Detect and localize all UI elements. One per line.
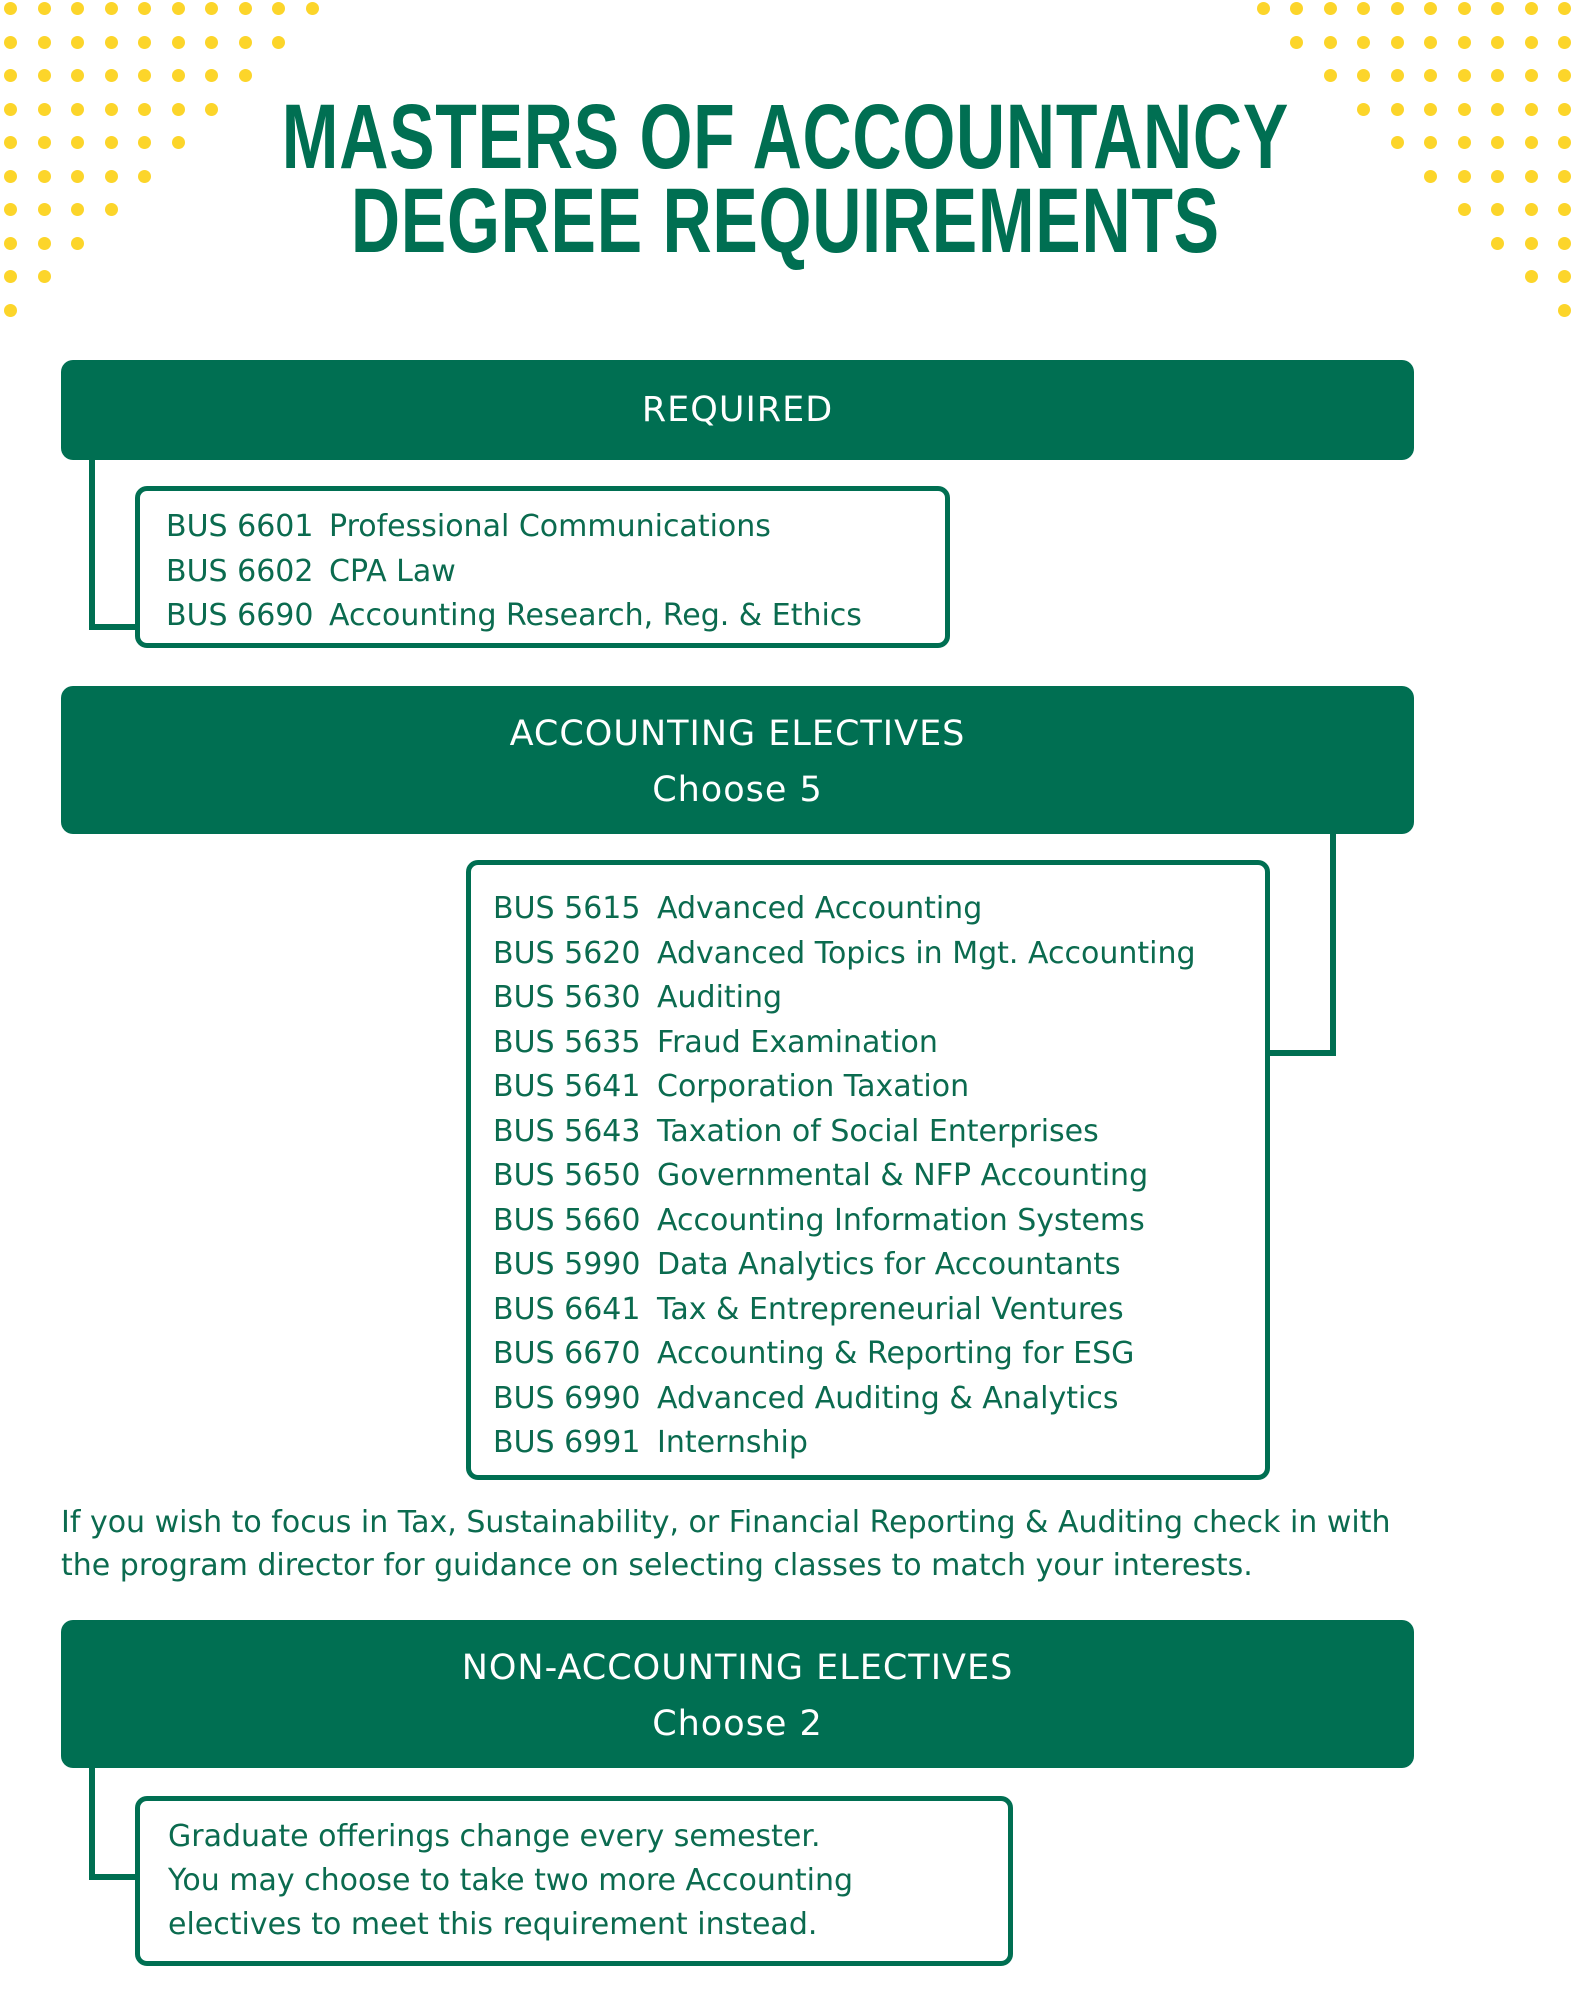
decorative-dot	[138, 170, 151, 183]
decorative-dot	[71, 136, 84, 149]
decorative-dot	[1558, 2, 1571, 15]
course-name: Accounting Information Systems	[657, 1202, 1145, 1238]
course-code: BUS 6690	[166, 598, 314, 633]
decorative-dot	[1558, 136, 1571, 149]
decorative-dot	[38, 136, 51, 149]
decorative-dot	[1491, 170, 1504, 183]
course-row	[493, 1243, 1265, 1288]
decorative-dot	[1424, 69, 1437, 82]
course-row	[493, 1332, 1265, 1377]
decorative-dot	[1558, 36, 1571, 49]
non-accounting-connector-horizontal	[89, 1874, 141, 1880]
decorative-dot	[239, 69, 252, 82]
decorative-dot	[4, 270, 17, 283]
course-code: BUS 5635	[493, 1024, 641, 1060]
course-name: Fraud Examination	[657, 1024, 938, 1060]
course-name: Auditing	[657, 980, 783, 1015]
decorative-dot	[1257, 2, 1270, 15]
course-row	[493, 887, 1265, 932]
decorative-dot	[38, 36, 51, 49]
course-code: BUS 6602	[166, 553, 314, 589]
course-row	[493, 1288, 1265, 1333]
decorative-dot	[71, 170, 84, 183]
decorative-dot	[1391, 136, 1404, 149]
decorative-dot	[172, 136, 185, 149]
non-accounting-electives-choose-label: Choose 2	[652, 1704, 823, 1744]
decorative-dot	[272, 36, 285, 49]
decorative-dot	[1391, 36, 1404, 49]
required-connector-vertical	[89, 458, 95, 630]
course-name: Accounting & Reporting for ESG	[657, 1336, 1135, 1371]
decorative-dot	[4, 304, 17, 317]
decorative-dot	[1491, 237, 1504, 250]
focus-note-line-1: If you wish to focus in Tax, Sustainability, or Financial Reporting & Auditing check in with	[61, 1505, 1391, 1540]
accounting-electives-box	[466, 860, 1270, 1480]
decorative-dot	[1458, 69, 1471, 82]
decorative-dot	[1525, 69, 1538, 82]
decorative-dot	[38, 270, 51, 283]
decorative-dot	[1558, 237, 1571, 250]
course-name: Corporation Taxation	[657, 1069, 970, 1104]
decorative-dot	[1525, 203, 1538, 216]
decorative-dot	[1424, 36, 1437, 49]
decorative-dot	[1357, 2, 1370, 15]
course-row	[493, 1377, 1265, 1422]
non-accounting-note-line-3: electives to meet this requirement instead.	[168, 1907, 818, 1942]
required-course-list	[166, 505, 945, 639]
course-row	[493, 932, 1265, 977]
decorative-dot	[1458, 136, 1471, 149]
decorative-dot	[1324, 36, 1337, 49]
decorative-dot	[138, 69, 151, 82]
decorative-dot	[105, 2, 118, 15]
decorative-dot	[4, 2, 17, 15]
required-connector-horizontal	[89, 624, 141, 630]
non-accounting-note-line-1: Graduate offerings change every semester.	[168, 1819, 821, 1854]
course-row	[493, 1110, 1265, 1155]
course-row	[166, 505, 945, 550]
decorative-dot	[71, 69, 84, 82]
course-code: BUS 6601	[166, 509, 314, 544]
course-code: BUS 6670	[493, 1336, 641, 1371]
course-code: BUS 5620	[493, 935, 641, 971]
required-header	[61, 360, 1414, 460]
decorative-dot	[38, 203, 51, 216]
decorative-dot	[1558, 103, 1571, 116]
required-header-label: REQUIRED	[641, 390, 834, 430]
course-row	[493, 1021, 1265, 1066]
decorative-dot	[4, 36, 17, 49]
decorative-dot	[1525, 170, 1538, 183]
decorative-dot	[239, 2, 252, 15]
course-name: Advanced Accounting	[657, 891, 983, 926]
decorative-dot	[1558, 69, 1571, 82]
accounting-elective-course-list	[493, 887, 1265, 1466]
course-name: Internship	[657, 1425, 808, 1460]
course-name: Advanced Topics in Mgt. Accounting	[657, 935, 1196, 971]
course-code: BUS 6641	[493, 1291, 641, 1327]
decorative-dot	[205, 36, 218, 49]
decorative-dot	[4, 203, 17, 216]
course-row	[493, 1154, 1265, 1199]
decorative-dot	[1424, 170, 1437, 183]
decorative-dot	[38, 69, 51, 82]
decorative-dot	[1391, 69, 1404, 82]
course-code: BUS 6990	[493, 1380, 641, 1416]
decorative-dot	[71, 203, 84, 216]
decorative-dot	[4, 69, 17, 82]
decorative-dot	[1290, 36, 1303, 49]
decorative-dot	[1558, 270, 1571, 283]
decorative-dot	[1458, 103, 1471, 116]
course-row	[166, 550, 945, 595]
course-row	[493, 1421, 1265, 1466]
course-code: BUS 5660	[493, 1202, 641, 1238]
decorative-dot	[4, 237, 17, 250]
decorative-dot	[105, 69, 118, 82]
non-accounting-electives-header	[61, 1620, 1414, 1768]
decorative-dot	[1357, 69, 1370, 82]
decorative-dot	[1525, 136, 1538, 149]
course-code: BUS 5641	[493, 1069, 641, 1104]
focus-note-line-2: the program director for guidance on selecting classes to match your interests.	[61, 1548, 1253, 1583]
decorative-dot	[1525, 270, 1538, 283]
decorative-dot	[1491, 103, 1504, 116]
decorative-dot	[172, 36, 185, 49]
decorative-dot	[138, 136, 151, 149]
decorative-dot	[1458, 170, 1471, 183]
decorative-dot	[105, 36, 118, 49]
decorative-dot	[1491, 2, 1504, 15]
focus-note	[61, 1501, 1391, 1587]
non-accounting-electives-header-label: NON-ACCOUNTING ELECTIVES	[461, 1648, 1014, 1688]
decorative-dot	[4, 170, 17, 183]
decorative-dot	[1525, 36, 1538, 49]
required-courses-box	[135, 486, 950, 648]
non-accounting-note-line-2: You may choose to take two more Accounting	[168, 1863, 854, 1898]
decorative-dot	[1491, 69, 1504, 82]
decorative-dot	[1525, 2, 1538, 15]
decorative-dot	[1391, 103, 1404, 116]
decorative-dot	[1558, 203, 1571, 216]
decorative-dot	[306, 2, 319, 15]
electives-connector-vertical	[1330, 834, 1336, 1056]
decorative-dot	[205, 2, 218, 15]
course-name: Data Analytics for Accountants	[657, 1247, 1121, 1282]
decorative-dot	[71, 2, 84, 15]
course-code: BUS 5630	[493, 980, 641, 1015]
course-name: Advanced Auditing & Analytics	[657, 1380, 1119, 1416]
course-row	[493, 1065, 1265, 1110]
decorative-dot	[1458, 2, 1471, 15]
decorative-dot	[38, 237, 51, 250]
electives-connector-horizontal	[1264, 1050, 1336, 1056]
decorative-dot	[1357, 36, 1370, 49]
decorative-dot	[4, 103, 17, 116]
course-code: BUS 5615	[493, 891, 641, 926]
decorative-dot	[1491, 203, 1504, 216]
decorative-dot	[1458, 36, 1471, 49]
decorative-dot	[38, 103, 51, 116]
decorative-dot	[1424, 136, 1437, 149]
decorative-dot	[1558, 170, 1571, 183]
course-row	[166, 594, 945, 639]
decorative-dot	[172, 103, 185, 116]
course-code: BUS 5650	[493, 1158, 641, 1193]
decorative-dot	[138, 2, 151, 15]
course-name: Taxation of Social Enterprises	[657, 1113, 1099, 1149]
decorative-dot	[272, 2, 285, 15]
course-name: Governmental & NFP Accounting	[657, 1158, 1149, 1193]
decorative-dot	[38, 2, 51, 15]
decorative-dot	[1290, 2, 1303, 15]
decorative-dot	[105, 203, 118, 216]
decorative-dot	[1424, 103, 1437, 116]
course-name: Tax & Entrepreneurial Ventures	[657, 1291, 1124, 1327]
course-name: CPA Law	[329, 553, 456, 589]
decorative-dot	[71, 36, 84, 49]
course-row	[493, 976, 1265, 1021]
decorative-dot	[105, 170, 118, 183]
course-code: BUS 6991	[493, 1425, 641, 1460]
decorative-dot	[1424, 2, 1437, 15]
course-code: BUS 5643	[493, 1113, 641, 1149]
decorative-dot	[172, 69, 185, 82]
decorative-dot	[205, 69, 218, 82]
decorative-dot	[1558, 304, 1571, 317]
decorative-dot	[1491, 36, 1504, 49]
course-code: BUS 5990	[493, 1247, 641, 1282]
course-name: Accounting Research, Reg. & Ethics	[329, 598, 862, 633]
course-row	[493, 1199, 1265, 1244]
course-name: Professional Communications	[329, 509, 771, 544]
title-line-1: MASTERS OF ACCOUNTANCY	[281, 86, 1289, 188]
decorative-dot	[1391, 2, 1404, 15]
decorative-dot	[105, 136, 118, 149]
page-title	[204, 86, 1367, 272]
title-line-2: DEGREE REQUIREMENTS	[350, 170, 1220, 272]
decorative-dot	[4, 136, 17, 149]
decorative-dot	[1525, 103, 1538, 116]
non-accounting-note-box	[135, 1796, 1013, 1966]
decorative-dot	[105, 103, 118, 116]
decorative-dot	[1525, 237, 1538, 250]
decorative-dot	[38, 170, 51, 183]
non-accounting-connector-vertical	[89, 1766, 95, 1880]
decorative-dot	[172, 2, 185, 15]
decorative-dot	[71, 103, 84, 116]
decorative-dot	[1491, 136, 1504, 149]
decorative-dot	[1324, 69, 1337, 82]
accounting-electives-header-label: ACCOUNTING ELECTIVES	[509, 714, 966, 754]
decorative-dot	[1324, 2, 1337, 15]
decorative-dot	[71, 237, 84, 250]
accounting-electives-header	[61, 686, 1414, 834]
accounting-electives-choose-label: Choose 5	[652, 770, 823, 810]
decorative-dot	[1458, 203, 1471, 216]
decorative-dot	[239, 36, 252, 49]
decorative-dot	[138, 36, 151, 49]
decorative-dot	[138, 103, 151, 116]
